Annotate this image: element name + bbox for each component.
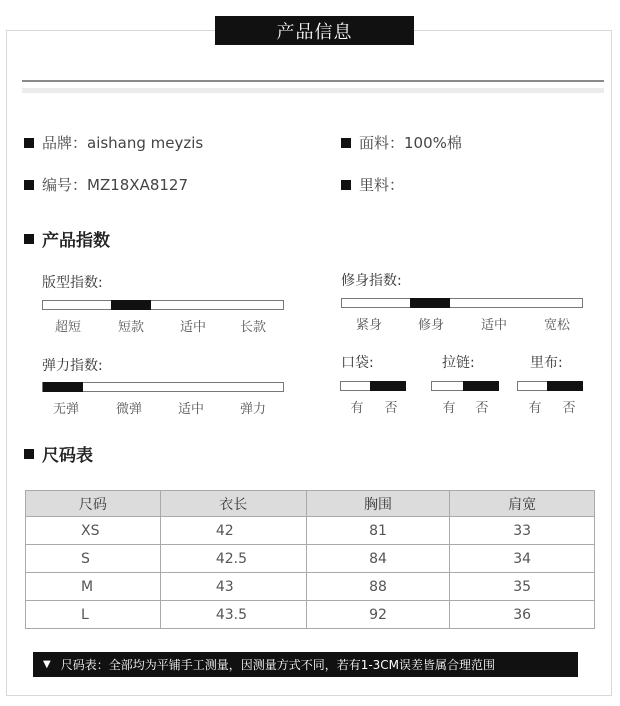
pocket-label: 口袋:	[341, 355, 374, 371]
stretch-tick-2: 微弹	[115, 402, 143, 417]
fit-index-bar	[42, 300, 284, 310]
lining-cloth-fill	[547, 381, 583, 391]
lining-cloth-label: 里布:	[530, 355, 563, 371]
pocket-no: 否	[384, 401, 398, 416]
fit-index-fill	[111, 300, 151, 310]
pocket-bar	[340, 381, 406, 391]
bullet-square-icon	[341, 138, 351, 148]
stretch-tick-3: 适中	[177, 402, 205, 417]
lining-info	[341, 174, 404, 195]
shoulder-cell: 33	[450, 517, 595, 545]
fit-tick-3: 适中	[179, 320, 207, 335]
brand-text: 品牌：aishang meyzis	[42, 134, 204, 152]
size-note-text: 尺码表：全部均为平铺手工测量，因测量方式不同，若有1-3CM误差皆属合理范围	[60, 658, 496, 672]
index-heading	[24, 226, 110, 251]
lining-cloth-yes: 有	[528, 401, 542, 416]
slim-index-fill	[410, 298, 450, 308]
table-row	[26, 573, 595, 601]
pocket-yes: 有	[350, 401, 364, 416]
code-text: 编号：MZ18XA8127	[42, 176, 189, 194]
size-table	[25, 490, 595, 629]
page-title: 产品信息	[215, 16, 414, 45]
bullet-square-icon	[24, 234, 34, 244]
fabric-info	[341, 132, 462, 153]
size-heading-text: 尺码表	[42, 446, 93, 466]
lining-cloth-bar	[517, 381, 583, 391]
header-chest: 胸围	[306, 491, 450, 517]
bullet-square-icon	[24, 180, 34, 190]
divider-shadow	[22, 88, 604, 93]
header-shoulder: 肩宽	[450, 491, 595, 517]
brand-info	[24, 132, 203, 153]
shoulder-cell: 35	[450, 573, 595, 601]
zipper-bar	[431, 381, 499, 391]
lining-text: 里料：	[359, 176, 405, 194]
size-note	[33, 652, 578, 677]
length-cell: 42.5	[160, 545, 306, 573]
index-heading-text: 产品指数	[42, 231, 110, 251]
triangle-down-icon: ▼	[43, 659, 51, 670]
fit-tick-4: 长款	[239, 320, 267, 335]
header-length: 衣长	[160, 491, 306, 517]
slim-tick-1: 紧身	[355, 318, 383, 333]
chest-cell: 81	[306, 517, 450, 545]
chest-cell: 84	[306, 545, 450, 573]
table-row	[26, 545, 595, 573]
stretch-tick-4: 弹力	[239, 402, 267, 417]
stretch-tick-1: 无弹	[52, 402, 80, 417]
stretch-index-bar	[42, 382, 284, 392]
shoulder-cell: 36	[450, 601, 595, 629]
lining-cloth-no: 否	[562, 401, 576, 416]
zipper-yes: 有	[442, 401, 456, 416]
size-cell: XS	[26, 517, 161, 545]
chest-cell: 88	[306, 573, 450, 601]
zipper-no: 否	[475, 401, 489, 416]
slim-tick-4: 宽松	[543, 318, 571, 333]
fabric-text: 面料：100%棉	[359, 134, 462, 152]
header-size: 尺码	[26, 491, 161, 517]
stretch-index-fill	[43, 382, 83, 392]
slim-tick-2: 修身	[417, 318, 445, 333]
size-cell: M	[26, 573, 161, 601]
table-row	[26, 601, 595, 629]
chest-cell: 92	[306, 601, 450, 629]
bullet-square-icon	[24, 138, 34, 148]
size-table-header	[26, 491, 595, 517]
bullet-square-icon	[341, 180, 351, 190]
fit-tick-2: 短款	[117, 320, 145, 335]
fit-tick-1: 超短	[54, 320, 82, 335]
code-info	[24, 174, 188, 195]
stretch-index-label: 弹力指数:	[42, 358, 103, 374]
slim-tick-3: 适中	[480, 318, 508, 333]
slim-index-bar	[341, 298, 583, 308]
length-cell: 43	[160, 573, 306, 601]
size-cell: L	[26, 601, 161, 629]
length-cell: 43.5	[160, 601, 306, 629]
size-cell: S	[26, 545, 161, 573]
zipper-fill	[463, 381, 499, 391]
size-heading	[24, 441, 93, 466]
divider	[22, 80, 604, 82]
slim-index-label: 修身指数:	[341, 273, 402, 289]
pocket-fill	[370, 381, 406, 391]
zipper-label: 拉链:	[442, 355, 475, 371]
table-row	[26, 517, 595, 545]
shoulder-cell: 34	[450, 545, 595, 573]
fit-index-label: 版型指数:	[42, 275, 103, 291]
length-cell: 42	[160, 517, 306, 545]
bullet-square-icon	[24, 449, 34, 459]
